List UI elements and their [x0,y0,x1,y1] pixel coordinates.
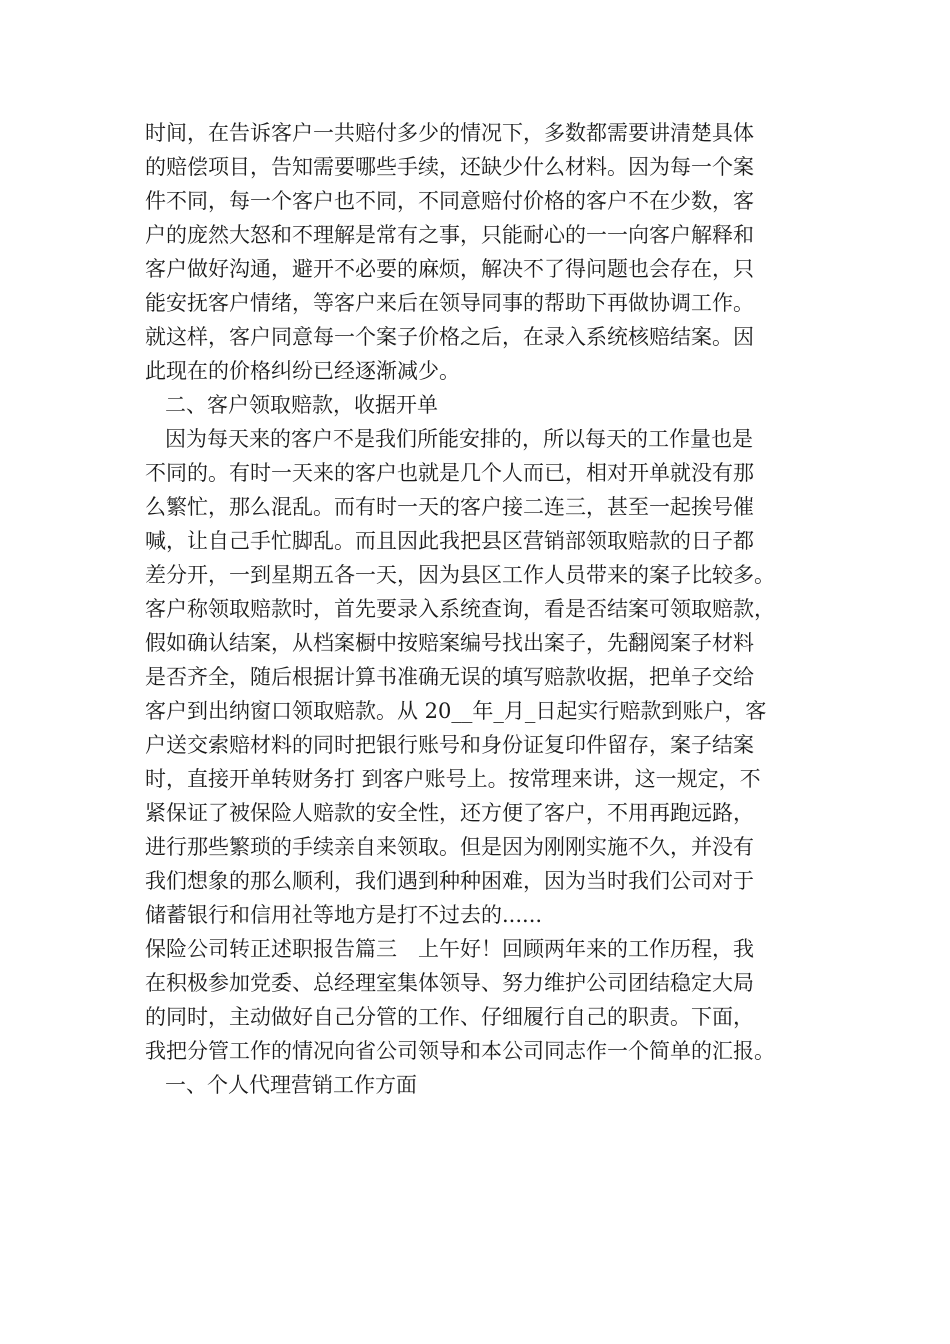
text-line: 喊，让自己手忙脚乱。而且因此我把县区营销部领取赔款的日子都 [145,529,754,553]
text-line: 么繁忙，那么混乱。而有时一天的客户接二连三，甚至一起挨号催 [145,495,754,519]
text-line: 差分开，一到星期五各一天，因为县区工作人员带来的案子比较多。 [145,563,775,587]
text-line: 因为每天来的客户不是我们所能安排的，所以每天的工作量也是 [165,427,753,451]
text-line: 时，直接开单转财务打 到客户账号上。按常理来讲，这一规定，不 [145,767,761,791]
text-line: 是否齐全，随后根据计算书准确无误的填写赔款收据，把单子交给 [145,665,754,689]
text-line: 进行那些繁琐的手续亲自来领取。但是因为刚刚实施不久，并没有 [145,835,754,859]
text-line: 不同的。有时一天来的客户也就是几个人而已，相对开单就没有那 [145,461,754,485]
text-line: 紧保证了被保险人赔款的安全性，还方便了客户，不用再跑远路， [145,801,754,825]
text-line: 的同时，主动做好自己分管的工作、仔细履行自己的职责。下面， [145,1005,754,1029]
text-line: 客户到出纳窗口领取赔款。从 20__年_月_日起实行赔款到账户，客 [145,699,767,723]
text-line: 户送交索赔材料的同时把银行账号和身份证复印件留存，案子结案 [145,733,754,757]
text-line: 客户称领取赔款时，首先要录入系统查询，看是否结案可领取赔款， [145,597,775,621]
text-line: 就这样，客户同意每一个案子价格之后，在录入系统核赔结案。因 [145,325,754,349]
text-line: 我把分管工作的情况向省公司领导和本公司同志作一个简单的汇报。 [145,1039,775,1063]
text-line: 此现在的价格纠纷已经逐渐减少。 [145,359,460,383]
body-text [145,116,825,1102]
text-line: 客户做好沟通，避开不必要的麻烦，解决不了得问题也会存在，只 [145,257,754,281]
section-heading: 一、个人代理营销工作方面 [165,1073,417,1097]
text-line: 能安抚客户情绪，等客户来后在领导同事的帮助下再做协调工作。 [145,291,754,315]
text-line: 在积极参加党委、总经理室集体领导、努力维护公司团结稳定大局 [145,971,754,995]
text-line: 储蓄银行和信用社等地方是打不过去的...... [145,903,543,927]
text-line: 我们想象的那么顺利，我们遇到种种困难，因为当时我们公司对于 [145,869,754,893]
text-line: 的赔偿项目，告知需要哪些手续，还缺少什么材料。因为每一个案 [145,155,754,179]
report-title-line: 保险公司转正述职报告篇三 上午好！回顾两年来的工作历程，我 [145,937,754,961]
text-line: 件不同，每一个客户也不同，不同意赔付价格的客户不在少数，客 [145,189,754,213]
text-line: 户的庞然大怒和不理解是常有之事，只能耐心的一一向客户解释和 [145,223,754,247]
section-heading: 二、客户领取赔款，收据开单 [165,393,438,417]
text-line: 时间，在告诉客户一共赔付多少的情况下，多数都需要讲清楚具体 [145,121,754,145]
text-line: 假如确认结案，从档案橱中按赔案编号找出案子，先翻阅案子材料 [145,631,754,655]
